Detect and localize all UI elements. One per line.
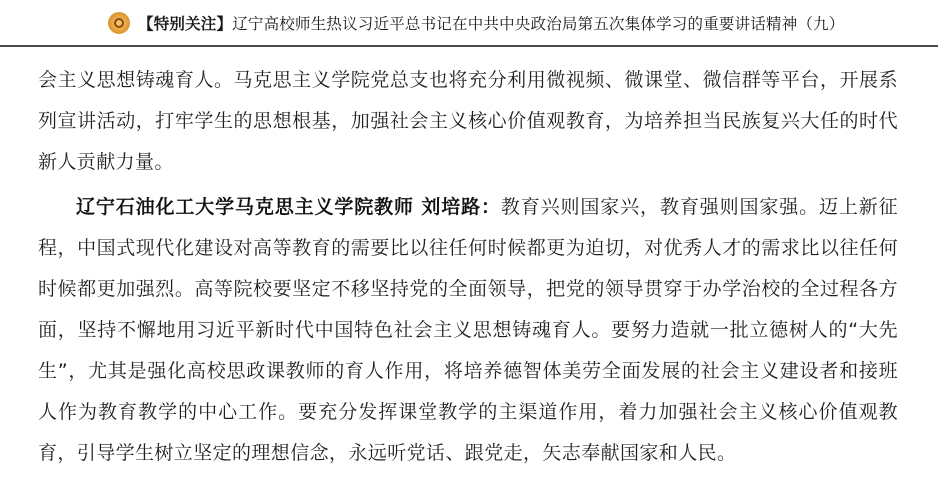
- paragraph-2: [38, 187, 898, 474]
- header-divider: [0, 45, 938, 47]
- paragraph-2-lead: 辽宁石油化工大学马克思主义学院教师 刘培路：: [76, 196, 501, 218]
- paragraph-1-text: 会主义思想铸魂育人。马克思主义学院党总支也将充分利用微视频、微课堂、微信群等平台，开展系列宣讲活动，打牢学生的思想根基，加强社会主义核心价值观教育，为培养担当民族复兴大任的时代新人贡献力量。: [38, 69, 898, 173]
- paragraph-2-text: 教育兴则国家兴，教育强则国家强。迈上新征程，中国式现代化建设对高等教育的需要比以往任何时候都更为迫切，对优秀人才的需求比以往任何时候都更加强烈。高等院校要坚定不移坚持党的全面领导，把党的领导贯穿于办学治校的全过程各方面，坚持不懈地用习近平新时代中国特色社会主义思想铸魂育人。要努力造就一批立德树人的“大先生”，尤其是强化高校思政课教师的育人作用，将培养德智体美劳全面发展的社会主义建设者和接班人作为教育教学的中心工作。要充分发挥课堂教学的主渠道作用，着力加强社会主义核心价值观教育，引导学生树立坚定的理想信念，永远听党话、跟党走，矢志奉献国家和人民。: [38, 196, 898, 464]
- article-body: [0, 46, 938, 474]
- header-title-text: 辽宁高校师生热议习近平总书记在中共中央政治局第五次集体学习的重要讲话精神（九）: [232, 15, 845, 33]
- paragraph-1: [38, 60, 898, 183]
- header-tag: 【特别关注】: [138, 15, 233, 33]
- wechat-official-account-icon: [108, 12, 130, 34]
- article-header: [0, 0, 938, 46]
- header-title: [138, 12, 845, 34]
